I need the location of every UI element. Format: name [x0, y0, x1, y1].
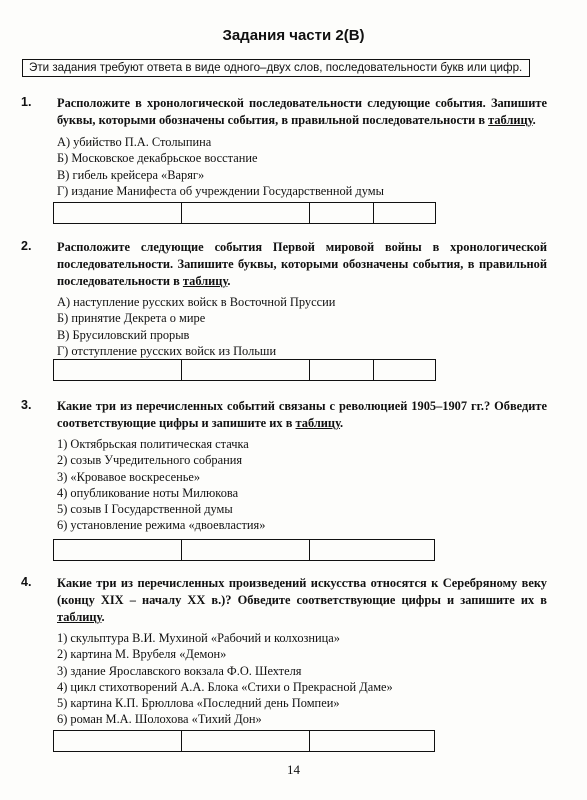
page-title: Задания части 2(В) [222, 27, 365, 44]
answer-cell[interactable] [374, 360, 435, 380]
task-number: 4. [21, 575, 32, 589]
page-number: 14 [287, 762, 300, 777]
option-item: В) гибель крейсера «Варяг» [57, 167, 205, 182]
answer-cell[interactable] [310, 360, 374, 380]
answer-cell[interactable] [54, 540, 182, 560]
answer-cell[interactable] [310, 203, 374, 223]
option-item: 5) картина К.П. Брюллова «Последний день Помпеи» [57, 696, 340, 711]
task-question: Какие три из перечисленных событий связаны с революцией 1905–1907 гг.? Обведите соответствующие цифры и запишите их в таблицу. [57, 399, 547, 430]
answer-cell[interactable] [182, 203, 310, 223]
options-list [57, 294, 537, 359]
answer-cell[interactable] [374, 203, 435, 223]
option-item: 4) цикл стихотворений А.А. Блока «Стихи о Прекрасной Даме» [57, 679, 393, 694]
task-question: Какие три из перечисленных произведений искусства относятся к Серебряному веку (концу XIX – началу XX в.)? Обведите соответствующие цифры и запишите их в таблицу. [57, 576, 547, 624]
task-question: Расположите следующие события Первой мировой войны в хронологической последовательности. Запишите буквы, которыми обозначены события, в правильной последовательности в таблицу. [57, 240, 547, 288]
answer-table[interactable] [53, 359, 436, 381]
answer-cell[interactable] [310, 540, 434, 560]
option-item: А) убийство П.А. Столыпина [57, 135, 212, 149]
task-number: 2. [21, 239, 32, 253]
options-list [57, 436, 537, 534]
option-item: В) Брусиловский прорыв [57, 327, 190, 342]
options-list [57, 134, 537, 199]
answer-cell[interactable] [182, 540, 310, 560]
option-item: 3) здание Ярославского вокзала Ф.О. Шехтеля [57, 663, 302, 678]
option-item: Г) отступление русских войск из Польши [57, 343, 277, 358]
answer-cell[interactable] [54, 731, 182, 751]
answer-cell[interactable] [54, 203, 182, 223]
answer-cell[interactable] [54, 360, 182, 380]
options-list [57, 630, 537, 728]
task-question: Расположите в хронологической последовательности следующие события. Запишите буквы, которыми обозначены события, в правильной последовательности в таблицу. [57, 96, 547, 127]
answer-cell[interactable] [310, 731, 434, 751]
option-item: Б) Московское декабрьское восстание [57, 151, 258, 166]
answer-cell[interactable] [182, 731, 310, 751]
option-item: 3) «Кровавое воскресенье» [57, 469, 201, 484]
answer-table[interactable] [53, 202, 436, 224]
option-item: 1) скульптура В.И. Мухиной «Рабочий и колхозница» [57, 631, 340, 645]
task-number: 1. [21, 95, 32, 109]
option-item: Б) принятие Декрета о мире [57, 311, 206, 326]
option-item: 2) созыв Учредительного собрания [57, 453, 243, 468]
option-item: 4) опубликование ноты Милюкова [57, 485, 239, 500]
option-item: 5) созыв I Государственной думы [57, 502, 233, 517]
task-number: 3. [21, 398, 32, 412]
option-item: 6) установление режима «двоевластия» [57, 518, 266, 533]
option-item: 2) картина М. Врубеля «Демон» [57, 647, 227, 662]
option-item: 6) роман М.А. Шолохова «Тихий Дон» [57, 712, 262, 727]
option-item: 1) Октябрьская политическая стачка [57, 437, 249, 451]
answer-table[interactable] [53, 730, 435, 752]
instruction-box: Эти задания требуют ответа в виде одного–двух слов, последовательности букв или цифр. [22, 59, 530, 77]
option-item: А) наступление русских войск в Восточной Пруссии [57, 295, 336, 309]
option-item: Г) издание Манифеста об учреждении Государственной думы [57, 183, 384, 198]
answer-table[interactable] [53, 539, 435, 561]
answer-cell[interactable] [182, 360, 310, 380]
